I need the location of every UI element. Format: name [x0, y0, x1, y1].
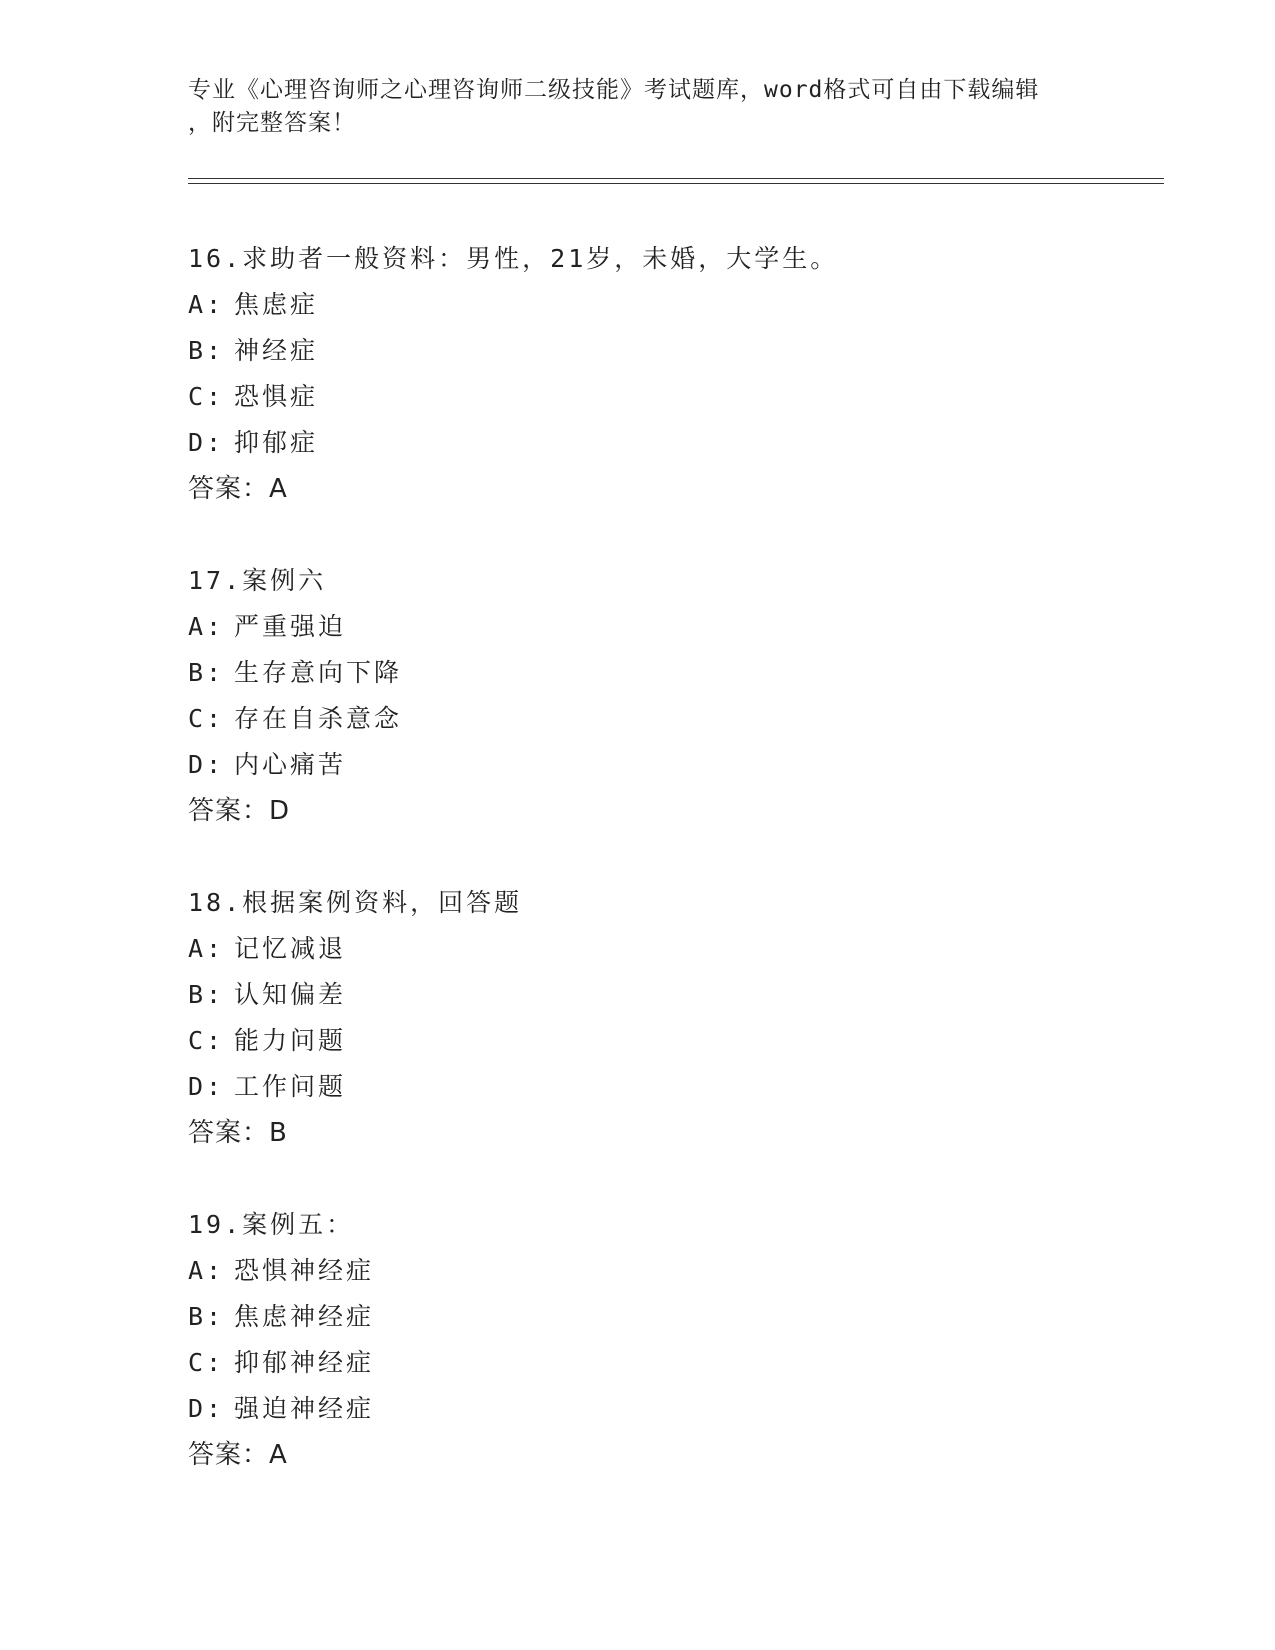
answer-label: 答案： [188, 1440, 270, 1470]
answer-line [188, 788, 1168, 834]
option-a [188, 926, 1168, 972]
option-text: 焦虑神经症 [234, 1302, 375, 1331]
question-stem [188, 880, 1168, 926]
question-stem [188, 1202, 1168, 1248]
option-a [188, 1248, 1168, 1294]
answer-value: A [269, 474, 288, 504]
option-d [188, 420, 1168, 466]
option-text: 工作问题 [234, 1072, 347, 1101]
question-number: 16. [188, 244, 243, 273]
option-key: A: [188, 934, 225, 963]
option-c [188, 696, 1168, 742]
option-key: C: [188, 1348, 225, 1377]
option-text: 内心痛苦 [234, 750, 347, 779]
option-text: 能力问题 [234, 1026, 347, 1055]
question-text: 案例六 [242, 566, 327, 595]
question-19 [188, 1202, 1168, 1478]
answer-line [188, 466, 1168, 512]
option-text: 恐惧神经症 [234, 1256, 375, 1285]
question-number: 17. [188, 566, 243, 595]
question-stem [188, 236, 1168, 282]
question-text: 案例五： [242, 1210, 355, 1239]
answer-value: D [269, 796, 291, 826]
question-list [188, 236, 1168, 1524]
option-d [188, 1386, 1168, 1432]
question-text: 求助者一般资料：男性，21岁，未婚，大学生。 [242, 244, 839, 273]
option-text: 生存意向下降 [234, 658, 403, 687]
option-text: 神经症 [234, 336, 319, 365]
question-16 [188, 236, 1168, 512]
option-key: C: [188, 1026, 225, 1055]
option-key: D: [188, 428, 225, 457]
option-key: A: [188, 1256, 225, 1285]
answer-value: B [269, 1118, 288, 1148]
answer-label: 答案： [188, 474, 270, 504]
option-key: D: [188, 750, 225, 779]
question-number: 18. [188, 888, 243, 917]
option-key: D: [188, 1072, 225, 1101]
option-b [188, 328, 1168, 374]
option-key: A: [188, 612, 225, 641]
option-key: D: [188, 1394, 225, 1423]
option-text: 抑郁神经症 [234, 1348, 375, 1377]
option-a [188, 604, 1168, 650]
option-d [188, 742, 1168, 788]
option-text: 抑郁症 [234, 428, 319, 457]
option-key: A: [188, 290, 225, 319]
option-b [188, 650, 1168, 696]
question-17 [188, 558, 1168, 834]
option-text: 认知偏差 [234, 980, 347, 1009]
option-key: B: [188, 658, 225, 687]
header-divider-bottom [188, 183, 1164, 184]
option-d [188, 1064, 1168, 1110]
answer-line [188, 1110, 1168, 1156]
option-c [188, 1340, 1168, 1386]
option-key: C: [188, 382, 225, 411]
question-text: 根据案例资料，回答题 [242, 888, 523, 917]
question-number: 19. [188, 1210, 243, 1239]
question-18 [188, 880, 1168, 1156]
option-key: B: [188, 1302, 225, 1331]
document-header [188, 74, 1088, 140]
option-text: 强迫神经症 [234, 1394, 375, 1423]
option-a [188, 282, 1168, 328]
option-text: 严重强迫 [234, 612, 347, 641]
answer-label: 答案： [188, 796, 270, 826]
header-line-2: ，附完整答案！ [188, 110, 356, 136]
option-text: 恐惧症 [234, 382, 319, 411]
option-key: C: [188, 704, 225, 733]
answer-label: 答案： [188, 1118, 270, 1148]
question-stem [188, 558, 1168, 604]
option-key: B: [188, 980, 225, 1009]
answer-value: A [269, 1440, 288, 1470]
option-b [188, 1294, 1168, 1340]
option-text: 焦虑症 [234, 290, 319, 319]
option-text: 记忆减退 [234, 934, 347, 963]
option-text: 存在自杀意念 [234, 704, 403, 733]
header-line-1: 专业《心理咨询师之心理咨询师二级技能》考试题库，word格式可自由下载编辑 [188, 77, 1040, 103]
option-c [188, 1018, 1168, 1064]
option-c [188, 374, 1168, 420]
answer-line [188, 1432, 1168, 1478]
option-key: B: [188, 336, 225, 365]
option-b [188, 972, 1168, 1018]
header-divider-top [188, 178, 1164, 179]
